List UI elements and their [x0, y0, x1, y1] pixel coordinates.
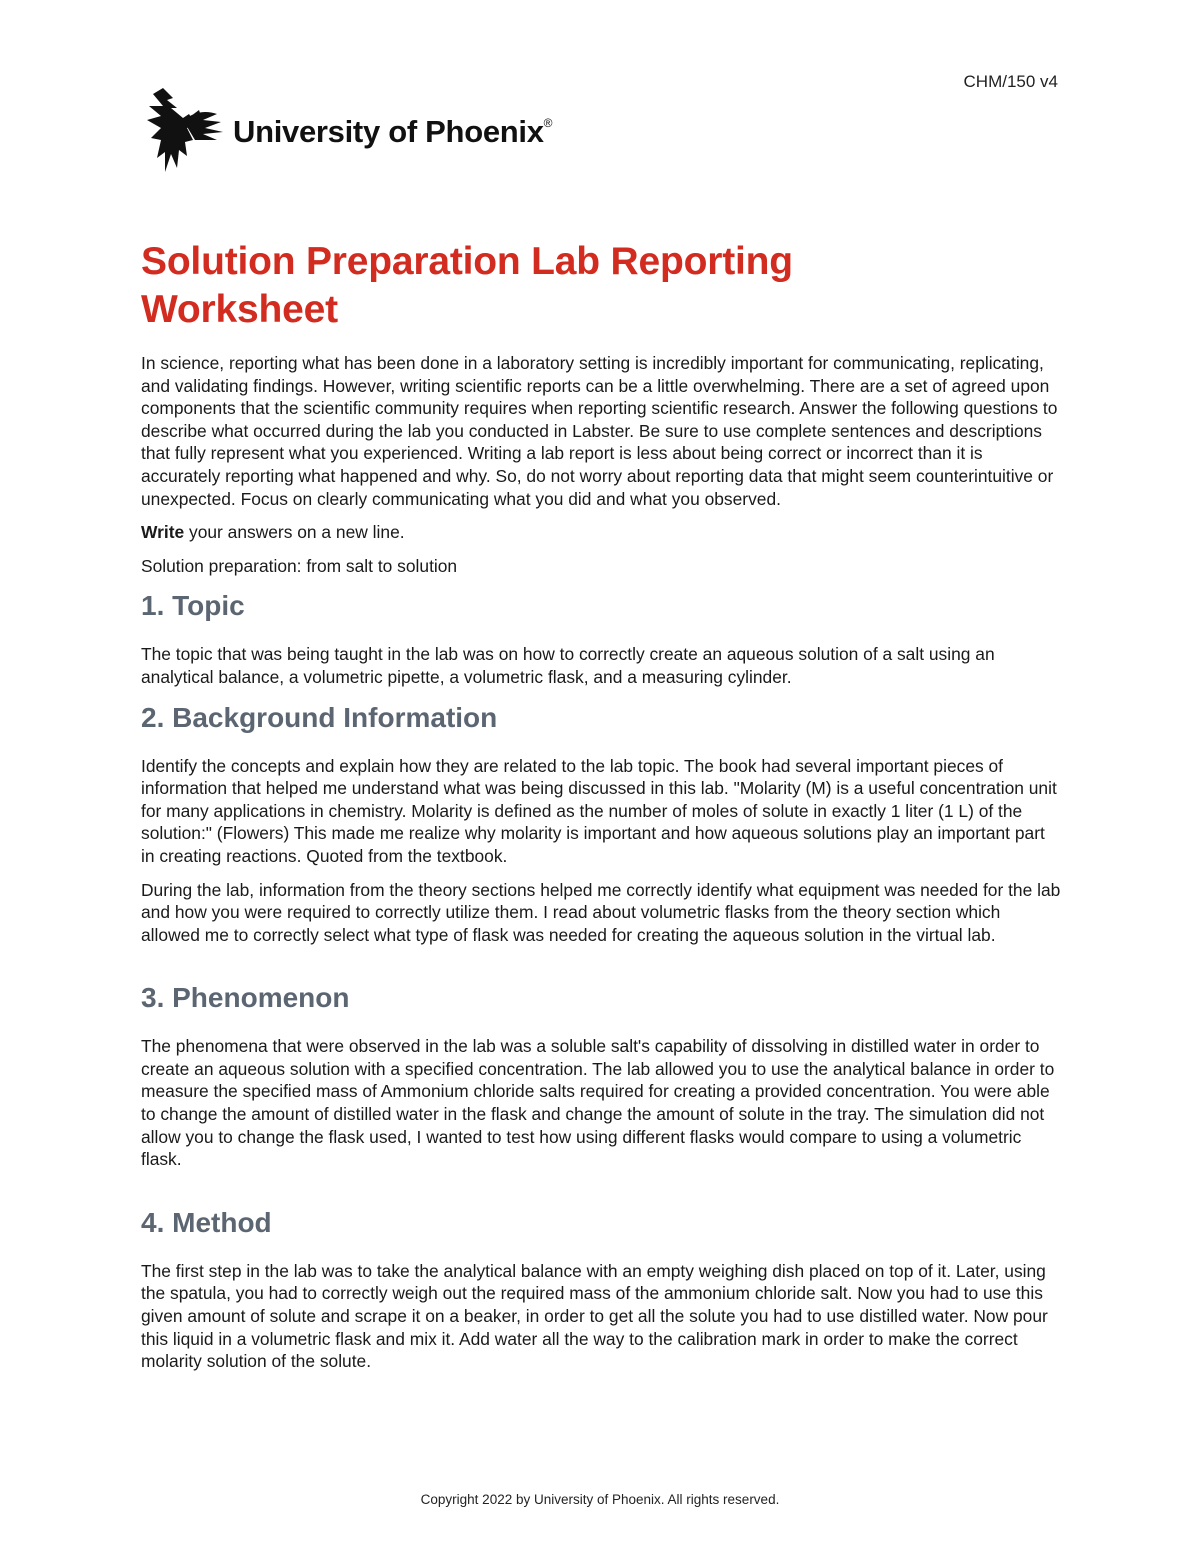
phenomenon-paragraph: The phenomena that were observed in the lab was a soluble salt's capability of dissolving in distilled water in order to create an aqueous solution with a specified concentration. The lab allowed you to use the analytical balance in order to measure the specified mass of Ammonium chloride salts required for creating a provided concentration. You were able to change the amount of distilled water in the flask and change the amount of solute in the tray. The simulation did not allow you to change the flask used, I wanted to test how using different flasks would compare to using a volumetric flask.	[141, 1036, 1055, 1170]
document-title: Solution Preparation Lab Reporting Worksheet	[141, 240, 793, 331]
lab-name: Solution preparation: from salt to solution	[141, 555, 458, 576]
instruction-line: Write your answers on a new line.	[141, 522, 405, 543]
worksheet-content	[141, 238, 1061, 1384]
background-paragraph: During the lab, information from the theory sections helped me correctly identify what equipment was needed for the lab and how you were required to correctly utilize them. I read about volumetric flasks from the theory section which allowed me to correctly select what type of flask was needed for creating the aqueous solution in the virtual lab.	[141, 879, 1061, 945]
logo-wordmark: University of Phoenix®	[233, 114, 553, 149]
section-heading-method: 4. Method	[141, 1206, 272, 1238]
background-paragraph: Identify the concepts and explain how they are related to the lab topic. The book had several important pieces of information that helped me understand what was being discussed in this lab. "Molarity (M) is a useful concentration unit for many applications in chemistry. Molarity is defined as the number of moles of solute in exactly 1 liter (1 L) of the solution:" (Flowers) This made me realize why molarity is important and how aqueous solutions play an important part in creating reactions. Quoted from the textbook.	[141, 755, 1057, 866]
section-heading-background: 2. Background Information	[141, 701, 498, 733]
topic-paragraph: The topic that was being taught in the lab was on how to correctly create an aqueous solution of a salt using an analytical balance, a volumetric pipette, a volumetric flask, and a measuring cylinder.	[141, 644, 995, 687]
section-heading-topic: 1. Topic	[141, 590, 245, 622]
university-logo	[143, 84, 552, 176]
intro-paragraph: In science, reporting what has been done in a laboratory setting is incredibly important for communicating, replicating, and validating findings. However, writing scientific reports can be a little overwhelming. There are a set of agreed upon components that the scientific community requires when reporting scientific research. Answer the following questions to describe what occurred during the lab you conducted in Labster. Be sure to use complete sentences and descriptions that fully represent what you experienced. Writing a lab report is less about being correct or incorrect than it is accurately reporting what happened and why. So, do not worry about reporting data that might seem counterintuitive or unexpected. Focus on clearly communicating what you did and what you observed.	[141, 353, 1058, 509]
copyright-footer: Copyright 2022 by University of Phoenix. All rights reserved.	[420, 1492, 780, 1507]
phoenix-bird-icon	[143, 84, 225, 176]
course-code: CHM/150 v4	[963, 72, 1058, 91]
method-paragraph: The first step in the lab was to take the analytical balance with an empty weighing dish placed on top of it. Later, using the spatula, you had to correctly weigh out the required mass of the ammonium chloride salt. Now you had to use this given amount of solute and scrape it on a beaker, in order to get all the solute you had to use distilled water. Now pour this liquid in a volumetric flask and mix it. Add water all the way to the calibration mark in order to make the correct molarity solution of the solute.	[141, 1260, 1048, 1372]
section-heading-phenomenon: 3. Phenomenon	[141, 982, 350, 1014]
